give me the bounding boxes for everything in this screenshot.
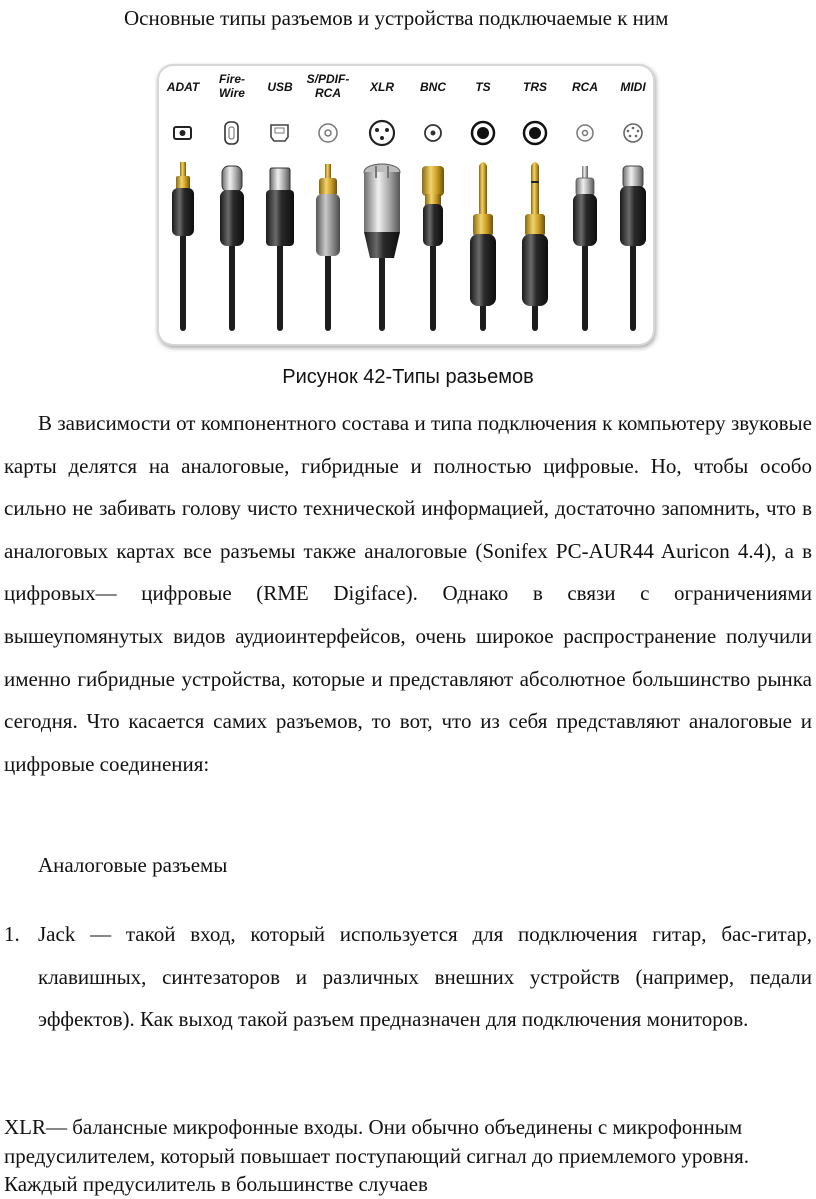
ts-socket-icon xyxy=(472,122,494,144)
label-firewire-1: Fire- xyxy=(218,72,246,86)
usb-socket-icon xyxy=(271,125,288,141)
connectors-illustration xyxy=(159,66,653,344)
xlr-socket-icon xyxy=(370,121,394,145)
rca-plug-icon xyxy=(573,166,597,246)
subheading-analog-connectors: Аналоговые разъемы xyxy=(38,853,228,877)
xlr-plug-icon xyxy=(364,164,400,258)
label-adat: ADAT xyxy=(166,80,200,94)
label-ts: TS xyxy=(475,80,491,94)
label-bnc: BNC xyxy=(420,80,446,94)
trs-plug-icon xyxy=(522,162,548,306)
adat-plug-icon xyxy=(172,162,194,236)
label-spdif-1: S/PDIF- xyxy=(306,72,350,86)
list-item-text: Jack — такой вход, который используется для подключения гитар, бас-гитар, клавишных, синтезаторов и различных внешних устройств (например, педали эффектов). Как выход такой разъем предназначен для подключения мониторов. xyxy=(38,922,812,1032)
cables xyxy=(183,236,633,328)
firewire-plug-icon xyxy=(220,166,244,246)
midi-socket-icon xyxy=(624,124,642,142)
spdif-plug-icon xyxy=(316,164,340,256)
list-item-number: 1. xyxy=(4,922,20,946)
bnc-socket-icon xyxy=(425,125,441,141)
ts-plug-icon xyxy=(470,162,496,306)
bnc-plug-icon xyxy=(422,166,444,246)
midi-plug-icon xyxy=(620,166,646,246)
trs-socket-icon xyxy=(524,122,546,144)
paragraph-sound-cards: В зависимости от компонентного состава и типа подключения к компьютеру звуковые карты делятся на аналоговые, гибридные и полностью цифровые. Но, чтобы особо сильно не забивать голову чисто технической информацией, достаточно запомнить, что в аналоговых картах все разъемы также аналоговые (Sonifex PC-AUR44 Auricon 4.4), а в цифровых— цифровые (RME Digiface). Однако в связи с ограничениями вышеупомянутых видов аудиоинтерфейсов, очень широкое распространение получили именно гибридные устройства, которые и представляют абсолютное большинство рынка сегодня. Что касается самих разъемов, то вот, что из себя представляют аналоговые и цифровые соединения: xyxy=(4,411,812,776)
adat-socket-icon xyxy=(174,127,191,139)
figure-caption: Рисунок 42-Типы разьемов xyxy=(282,366,534,388)
label-trs: TRS xyxy=(523,80,547,94)
label-xlr: XLR xyxy=(370,80,394,94)
firewire-socket-icon xyxy=(225,122,238,144)
label-rca: RCA xyxy=(572,80,598,94)
spdif-socket-icon xyxy=(319,124,337,142)
label-firewire-2: Wire xyxy=(219,86,245,100)
label-spdif-2: RCA xyxy=(315,86,341,100)
connectors-figure xyxy=(159,66,653,344)
page-heading: Основные типы разъемов и устройства подключаемые к ним xyxy=(124,6,669,30)
usb-plug-icon xyxy=(266,168,294,246)
label-usb: USB xyxy=(267,80,293,94)
list-item xyxy=(4,913,812,1041)
rca-socket-icon xyxy=(577,125,593,141)
paragraph-xlr: XLR— балансные микрофонные входы. Они обычно объединены с микрофонным предусилителем, который повышает поступающий сигнал до приемлемого уровня. Каждый предусилитель в большинстве случаев xyxy=(4,1115,749,1196)
label-midi: MIDI xyxy=(620,80,646,94)
